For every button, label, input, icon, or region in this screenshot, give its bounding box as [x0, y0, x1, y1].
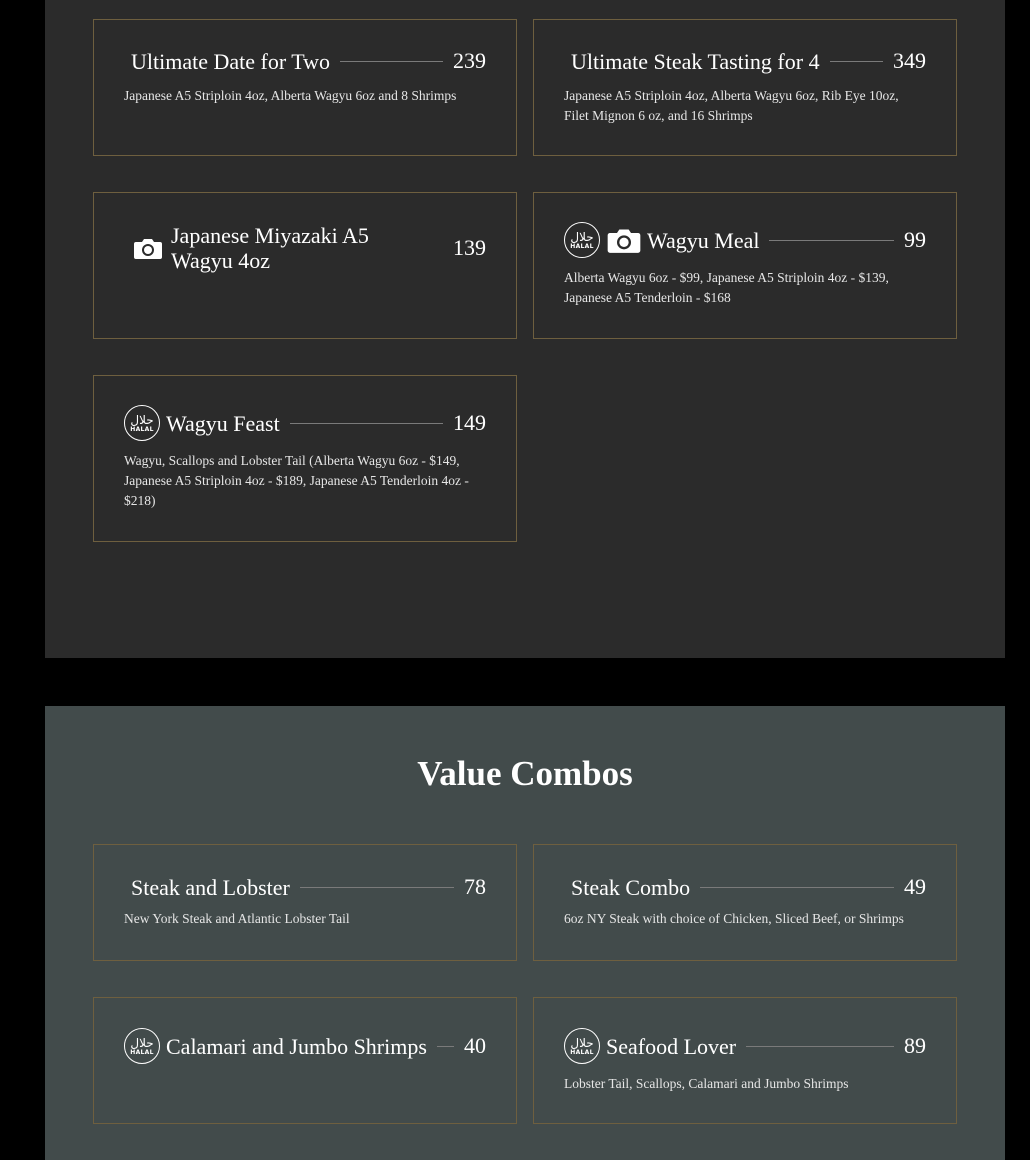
menu-item-wagyu-feast[interactable] — [93, 375, 517, 542]
item-title: Wagyu Meal — [647, 227, 760, 253]
menu-item-ultimate-steak-tasting[interactable] — [533, 19, 957, 156]
item-title: Steak Combo — [571, 874, 691, 900]
section-title: Value Combos — [417, 754, 633, 793]
item-price: 89 — [904, 1033, 926, 1058]
item-title: Ultimate Date for Two — [131, 48, 331, 74]
item-description: Wagyu, Scallops and Lobster Tail (Alberta Wagyu 6oz - $149, Japanese A5 Striploin 4oz - $189, Japanese A5 Tenderloin 4oz - $218) — [124, 453, 469, 508]
menu-item-calamari-jumbo-shrimps[interactable] — [93, 997, 517, 1124]
item-title: Ultimate Steak Tasting for 4 — [571, 48, 820, 74]
item-price: 99 — [904, 227, 926, 252]
dotted-leader — [300, 887, 454, 888]
menu-item-miyazaki-wagyu[interactable] — [93, 192, 517, 339]
halal-icon: حلال HALAL — [124, 405, 160, 441]
item-description: Lobster Tail, Scallops, Calamari and Jumbo Shrimps — [564, 1076, 849, 1091]
dotted-leader — [437, 1046, 454, 1047]
dotted-leader — [830, 61, 883, 62]
camera-icon[interactable] — [606, 225, 642, 255]
dotted-leader — [746, 1046, 894, 1047]
item-description: New York Steak and Atlantic Lobster Tail — [124, 911, 350, 926]
dotted-leader — [340, 61, 443, 62]
item-price: 349 — [893, 48, 926, 73]
menu-item-wagyu-meal[interactable] — [533, 192, 957, 339]
dotted-leader — [769, 240, 894, 241]
item-title: Japanese Miyazaki A5 Wagyu 4oz — [171, 223, 369, 273]
item-title: Seafood Lover — [606, 1033, 737, 1059]
menu-item-steak-combo[interactable] — [533, 844, 957, 961]
dotted-leader — [700, 887, 894, 888]
signature-section — [45, 0, 1005, 658]
item-price: 49 — [904, 874, 926, 899]
item-price: 149 — [453, 410, 486, 435]
item-price: 139 — [453, 235, 486, 260]
item-title: Calamari and Jumbo Shrimps — [166, 1033, 427, 1059]
item-title: Steak and Lobster — [131, 874, 290, 900]
menu-item-steak-and-lobster[interactable] — [93, 844, 517, 961]
halal-icon: حلال HALAL — [564, 222, 600, 258]
halal-icon: حلال HALAL — [124, 1028, 160, 1064]
item-price: 40 — [464, 1033, 486, 1058]
menu-item-ultimate-date[interactable] — [93, 19, 517, 156]
dotted-leader — [290, 423, 443, 424]
item-description: Alberta Wagyu 6oz - $99, Japanese A5 Striploin 4oz - $139, Japanese A5 Tenderloin - $168 — [564, 270, 889, 305]
value-combos-section — [45, 706, 1005, 1160]
item-price: 78 — [464, 874, 486, 899]
item-price: 239 — [453, 48, 486, 73]
menu-item-seafood-lover[interactable] — [533, 997, 957, 1124]
camera-icon[interactable] — [130, 233, 166, 263]
item-description: Japanese A5 Striploin 4oz, Alberta Wagyu 6oz and 8 Shrimps — [124, 88, 457, 103]
item-title: Wagyu Feast — [166, 410, 280, 436]
halal-icon: حلال HALAL — [564, 1028, 600, 1064]
item-description: 6oz NY Steak with choice of Chicken, Sliced Beef, or Shrimps — [564, 911, 904, 926]
item-description: Japanese A5 Striploin 4oz, Alberta Wagyu 6oz, Rib Eye 10oz, Filet Mignon 6 oz, and 16 Shrimps — [564, 88, 899, 123]
